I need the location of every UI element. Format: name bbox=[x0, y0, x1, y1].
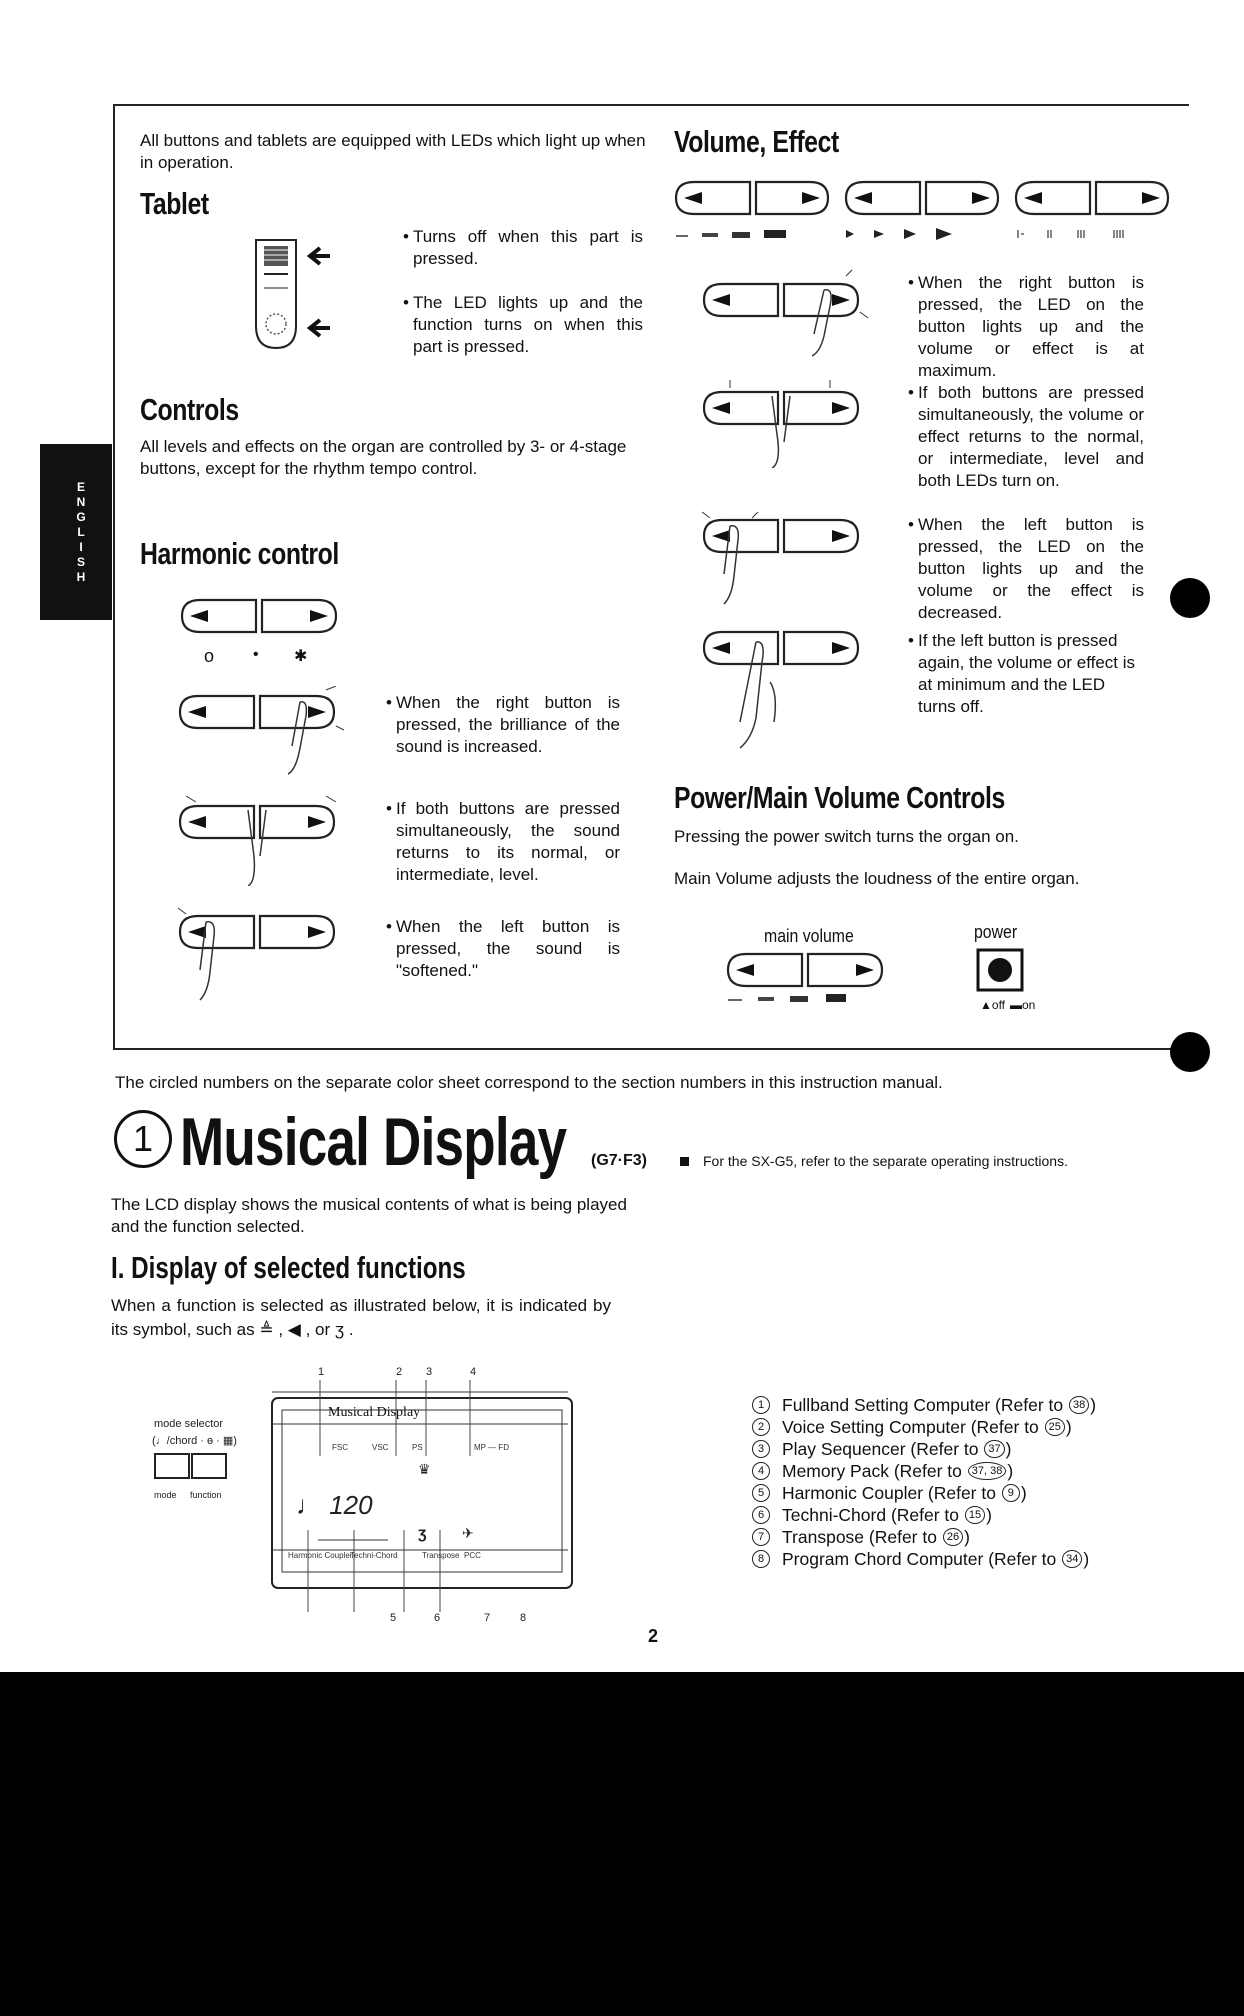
mode-selector-label: mode selector bbox=[154, 1418, 224, 1430]
callout-5: 5 bbox=[390, 1612, 397, 1624]
list-item: 6 Techni-Chord (Refer to 15 ) bbox=[752, 1504, 1096, 1526]
level-symbol-high: ✱ bbox=[294, 648, 308, 665]
list-number: 2 bbox=[752, 1418, 770, 1436]
callout-7: 7 bbox=[484, 1612, 491, 1624]
lcd-bottom-label-1: Harmonic Coupler bbox=[288, 1551, 353, 1560]
list-text: Play Sequencer (Refer to bbox=[782, 1439, 979, 1459]
tablet-heading: Tablet bbox=[140, 186, 209, 221]
list-number: 3 bbox=[752, 1440, 770, 1458]
lcd-label-vsc: VSC bbox=[372, 1443, 389, 1452]
color-sheet-note: The circled numbers on the separate color sheet correspond to the section numbers in this instruction manual. bbox=[115, 1073, 943, 1092]
list-number: 7 bbox=[752, 1528, 770, 1546]
list-text: Harmonic Coupler (Refer to bbox=[782, 1483, 996, 1503]
mode-label: mode bbox=[154, 1490, 177, 1500]
list-text: Transpose (Refer to bbox=[782, 1527, 937, 1547]
volume-left-press-again-illustration bbox=[700, 622, 870, 752]
list-number: 4 bbox=[752, 1462, 770, 1480]
callout-4: 4 bbox=[470, 1366, 477, 1378]
list-number: 6 bbox=[752, 1506, 770, 1524]
volume-bullet-4: • If the left button is pressed again, the volume or effect is at minimum and the LED turns off. bbox=[908, 631, 1136, 716]
list-ref: 37, 38 bbox=[968, 1462, 1007, 1480]
power-switch bbox=[976, 948, 1026, 992]
list-item: 4 Memory Pack (Refer to 37, 38 ) bbox=[752, 1460, 1096, 1482]
harmonic-bullet-1: • When the right button is pressed, the brilliance of the sound is increased. bbox=[386, 693, 620, 756]
on-icon: ▬ bbox=[1010, 998, 1022, 1012]
section-title: Musical Display bbox=[180, 1104, 567, 1180]
harmonic-button-pair bbox=[178, 596, 348, 636]
volume-left-press-illustration bbox=[700, 510, 870, 606]
lcd-intro-text: The LCD display shows the musical contents of what is being played and the function selected. bbox=[111, 1195, 627, 1236]
callout-2: 2 bbox=[396, 1366, 403, 1378]
tablet-bullet-1: • Turns off when this part is pressed. bbox=[403, 227, 643, 268]
harmonic-right-press-illustration bbox=[176, 686, 346, 776]
sx-g5-note bbox=[680, 1153, 1180, 1169]
tablet-bullet-2: • The LED lights up and the function turns on when this part is pressed. bbox=[403, 293, 643, 356]
power-label: power bbox=[974, 922, 1018, 942]
volume-bullet-text: When the right button is pressed, the LED on the button lights up and the volume or effect is at maximum. bbox=[918, 273, 1144, 380]
controls-text: All levels and effects on the organ are controlled by 3- or 4-stage buttons, except for the rhythm tempo control. bbox=[140, 437, 627, 478]
callout-3: 3 bbox=[426, 1366, 433, 1378]
intro-text: All buttons and tablets are equipped with LEDs which light up when in operation. bbox=[140, 131, 646, 172]
lcd-rhythm-icon: ♛ bbox=[418, 1461, 431, 1477]
list-ref: 34 bbox=[1062, 1550, 1082, 1568]
lcd-bottom-label-3: Transpose bbox=[422, 1551, 460, 1560]
list-ref: 25 bbox=[1045, 1418, 1065, 1436]
harmonic-bullet-text: If both buttons are pressed simultaneously, the sound returns to its normal, or intermediate, level. bbox=[396, 799, 620, 884]
lcd-bottom-label-4: PCC bbox=[464, 1551, 481, 1560]
controls-heading: Controls bbox=[140, 392, 239, 427]
tablet-bullet-text: Turns off when this part is pressed. bbox=[413, 227, 643, 268]
harmonic-bullet-text: When the left button is pressed, the sound is "softened." bbox=[396, 917, 620, 980]
volume-effect-heading: Volume, Effect bbox=[674, 124, 839, 159]
list-item: 3 Play Sequencer (Refer to 37 ) bbox=[752, 1438, 1096, 1460]
power-main-volume-heading: Power/Main Volume Controls bbox=[674, 780, 1005, 815]
lcd-label-ps: PS bbox=[412, 1443, 423, 1452]
off-text: off bbox=[991, 998, 1006, 1012]
period: . bbox=[348, 1320, 354, 1339]
volume-button-pairs-row bbox=[674, 178, 1174, 244]
harmonic-control-heading: Harmonic control bbox=[140, 536, 339, 571]
lcd-panel-title: Musical Display bbox=[328, 1405, 421, 1420]
mode-selector-sub: (♩/chord · ɵ · ▦) bbox=[152, 1435, 237, 1447]
volume-bullet-1: • When the right button is pressed, the LED on the button lights up and the volume or effect is at maximum. bbox=[908, 273, 1144, 380]
side-tab-letter: H bbox=[76, 570, 86, 584]
list-ref: 15 bbox=[965, 1506, 985, 1524]
square-bullet-icon bbox=[680, 1157, 689, 1166]
function-symbol-text: When a function is selected as illustrated below, it is indicated by its symbol, such as ≜ , ◀ , or ʒ . bbox=[111, 1296, 611, 1339]
function-symbol-sentence: When a function is selected as illustrated below, it is indicated by its symbol, such as bbox=[111, 1296, 611, 1339]
main-volume-button-pair bbox=[724, 950, 904, 1010]
lcd-bottom-label-2: Techni-Chord bbox=[350, 1551, 398, 1560]
main-volume-label: main volume bbox=[764, 926, 854, 946]
binding-hole-mark bbox=[1170, 578, 1210, 618]
volume-right-press-illustration bbox=[700, 268, 870, 358]
power-on-label bbox=[1010, 998, 1035, 1012]
harmonic-both-press-illustration bbox=[176, 796, 346, 886]
tablet-illustration bbox=[250, 236, 350, 356]
level-symbol-low: o bbox=[204, 646, 215, 666]
list-ref: 9 bbox=[1002, 1484, 1020, 1502]
list-text: Program Chord Computer (Refer to bbox=[782, 1549, 1057, 1569]
lcd-label-fsc: FSC bbox=[332, 1443, 348, 1452]
function-reference-list bbox=[752, 1394, 1096, 1570]
list-item: 5 Harmonic Coupler (Refer to 9 ) bbox=[752, 1482, 1096, 1504]
list-number: 8 bbox=[752, 1550, 770, 1568]
side-tab-letter: E bbox=[76, 480, 85, 494]
harmonic-bullet-text: When the right button is pressed, the brilliance of the sound is increased. bbox=[396, 693, 620, 756]
list-number: 5 bbox=[752, 1484, 770, 1502]
side-tab-letter: G bbox=[76, 510, 86, 524]
volume-bullet-text: If the left button is pressed again, the volume or effect is at minimum and the LED turns off. bbox=[918, 631, 1136, 716]
list-text: Voice Setting Computer (Refer to bbox=[782, 1417, 1039, 1437]
voice-symbol-icon: ≜ bbox=[259, 1320, 274, 1339]
callout-8: 8 bbox=[520, 1612, 527, 1624]
callout-1: 1 bbox=[318, 1366, 325, 1378]
volume-bullet-2: • If both buttons are pressed simultaneously, the volume or effect returns to the normal, or intermediate, level and both LEDs turn on. bbox=[908, 383, 1144, 490]
section-number-circle: 1 bbox=[114, 1110, 172, 1168]
mode-function-buttons bbox=[154, 1450, 244, 1490]
side-tab-letter: N bbox=[76, 495, 86, 509]
tablet-bullet-text: The LED lights up and the function turns on when this part is pressed. bbox=[413, 293, 643, 356]
or-word: or bbox=[315, 1320, 331, 1339]
volume-both-press-illustration bbox=[700, 378, 870, 468]
harmonic-bullet-3: • When the left button is pressed, the sound is "softened." bbox=[386, 917, 620, 980]
side-tab-letter: I bbox=[79, 540, 83, 554]
lcd-technichord-icon: ʒ bbox=[418, 1525, 427, 1542]
section-model: (G7·F3) bbox=[591, 1152, 647, 1169]
list-item: 2 Voice Setting Computer (Refer to 25 ) bbox=[752, 1416, 1096, 1438]
power-off-label bbox=[980, 998, 1005, 1012]
power-text: Pressing the power switch turns the organ on. bbox=[674, 827, 1019, 846]
off-icon: ▲ bbox=[980, 998, 992, 1012]
list-text: Memory Pack (Refer to bbox=[782, 1461, 962, 1481]
display-functions-subheading: I. Display of selected functions bbox=[111, 1250, 466, 1285]
lcd-label-mp-fd: MP — FD bbox=[474, 1443, 509, 1452]
volume-bullet-text: When the left button is pressed, the LED on the button lights up and the volume or the effect is decreased. bbox=[918, 515, 1144, 622]
callout-6: 6 bbox=[434, 1612, 441, 1624]
lcd-transpose-icon: ✈ bbox=[462, 1525, 474, 1541]
list-item: 1 Fullband Setting Computer (Refer to 38 ) bbox=[752, 1394, 1096, 1416]
harmonic-left-press-illustration bbox=[176, 906, 346, 1002]
list-ref: 37 bbox=[984, 1440, 1004, 1458]
harmonic-bullet-2: • If both buttons are pressed simultaneously, the sound returns to its normal, or intermediate, level. bbox=[386, 799, 620, 884]
page-number: 2 bbox=[648, 1626, 659, 1646]
volume-bullet-3: • When the left button is pressed, the LED on the button lights up and the volume or the effect is decreased. bbox=[908, 515, 1144, 622]
on-text: on bbox=[1022, 998, 1036, 1012]
list-item: 7 Transpose (Refer to 26 ) bbox=[752, 1526, 1096, 1548]
list-item: 8 Program Chord Computer (Refer to 34 ) bbox=[752, 1548, 1096, 1570]
sx-g5-note-text: For the SX-G5, refer to the separate operating instructions. bbox=[703, 1153, 1068, 1169]
lcd-display-diagram bbox=[268, 1380, 576, 1612]
list-ref: 26 bbox=[943, 1528, 963, 1546]
rhythm-symbol-icon: ʒ bbox=[334, 1320, 345, 1339]
arrow-symbol-icon: ◀ bbox=[287, 1320, 301, 1339]
lcd-tempo-readout: ♩ 120 bbox=[296, 1490, 373, 1520]
list-number: 1 bbox=[752, 1396, 770, 1414]
list-ref: 38 bbox=[1069, 1396, 1089, 1414]
volume-bullet-text: If both buttons are pressed simultaneously, the volume or effect returns to the normal, or intermediate, level and both LEDs turn on. bbox=[918, 383, 1144, 490]
binding-hole-mark bbox=[1170, 1032, 1210, 1072]
list-text: Fullband Setting Computer (Refer to bbox=[782, 1395, 1064, 1415]
list-text: Techni-Chord (Refer to bbox=[782, 1505, 960, 1525]
function-label: function bbox=[190, 1490, 222, 1500]
level-symbol-mid: • bbox=[253, 646, 259, 663]
side-tab-letter: L bbox=[77, 525, 85, 539]
main-volume-text: Main Volume adjusts the loudness of the entire organ. bbox=[674, 869, 1080, 888]
side-tab-letter: S bbox=[76, 555, 85, 569]
